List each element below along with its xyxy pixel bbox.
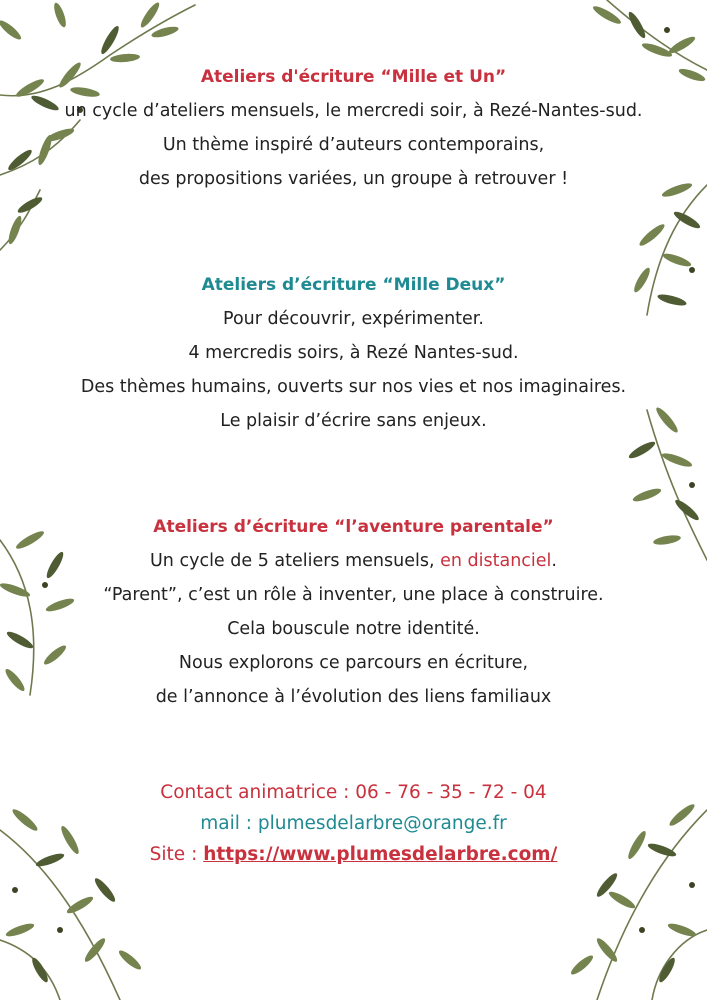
section-line: Nous explorons ce parcours en écriture, xyxy=(178,653,529,673)
site-label: Site : xyxy=(149,844,204,865)
section-aventure-parentale xyxy=(0,510,707,714)
section-title-aventure-parentale: Ateliers d’écriture “l’aventure parentale” xyxy=(153,517,554,537)
section-mille-et-un xyxy=(0,60,707,196)
section-line: des propositions variées, un groupe à retrouver ! xyxy=(138,169,569,189)
section-line: “Parent”, c’est un rôle à inventer, une place à construire. xyxy=(103,585,604,605)
section-mille-deux xyxy=(0,268,707,438)
line-prefix: Un cycle de 5 ateliers mensuels, xyxy=(150,551,441,571)
contact-mail[interactable]: mail : plumesdelarbre@orange.fr xyxy=(200,813,507,834)
contact-phone: Contact animatrice : 06 - 76 - 35 - 72 - 04 xyxy=(160,782,547,803)
line-suffix: . xyxy=(551,551,557,571)
section-title-mille-et-un: Ateliers d'écriture “Mille et Un” xyxy=(200,67,507,87)
section-line: de l’annonce à l’évolution des liens familiaux xyxy=(155,687,552,707)
site-link[interactable]: https://www.plumesdelarbre.com/ xyxy=(203,844,558,865)
contact-block xyxy=(0,777,707,870)
section-line: Le plaisir d’écrire sans enjeux. xyxy=(220,411,487,431)
section-line: Des thèmes humains, ouverts sur nos vies et nos imaginaires. xyxy=(80,377,627,397)
section-line: Un thème inspiré d’auteurs contemporains, xyxy=(162,135,545,155)
section-line: Pour découvrir, expérimenter. xyxy=(223,309,484,329)
contact-site xyxy=(0,839,707,870)
section-line: un cycle d’ateliers mensuels, le mercredi soir, à Rezé-Nantes-sud. xyxy=(64,101,643,121)
section-line: Cela bouscule notre identité. xyxy=(227,619,480,639)
distanciel-highlight: en distanciel xyxy=(440,551,552,571)
section-line: 4 mercredis soirs, à Rezé Nantes-sud. xyxy=(188,343,519,363)
section-title-mille-deux: Ateliers d’écriture “Mille Deux” xyxy=(201,275,506,295)
section-line xyxy=(0,544,707,578)
